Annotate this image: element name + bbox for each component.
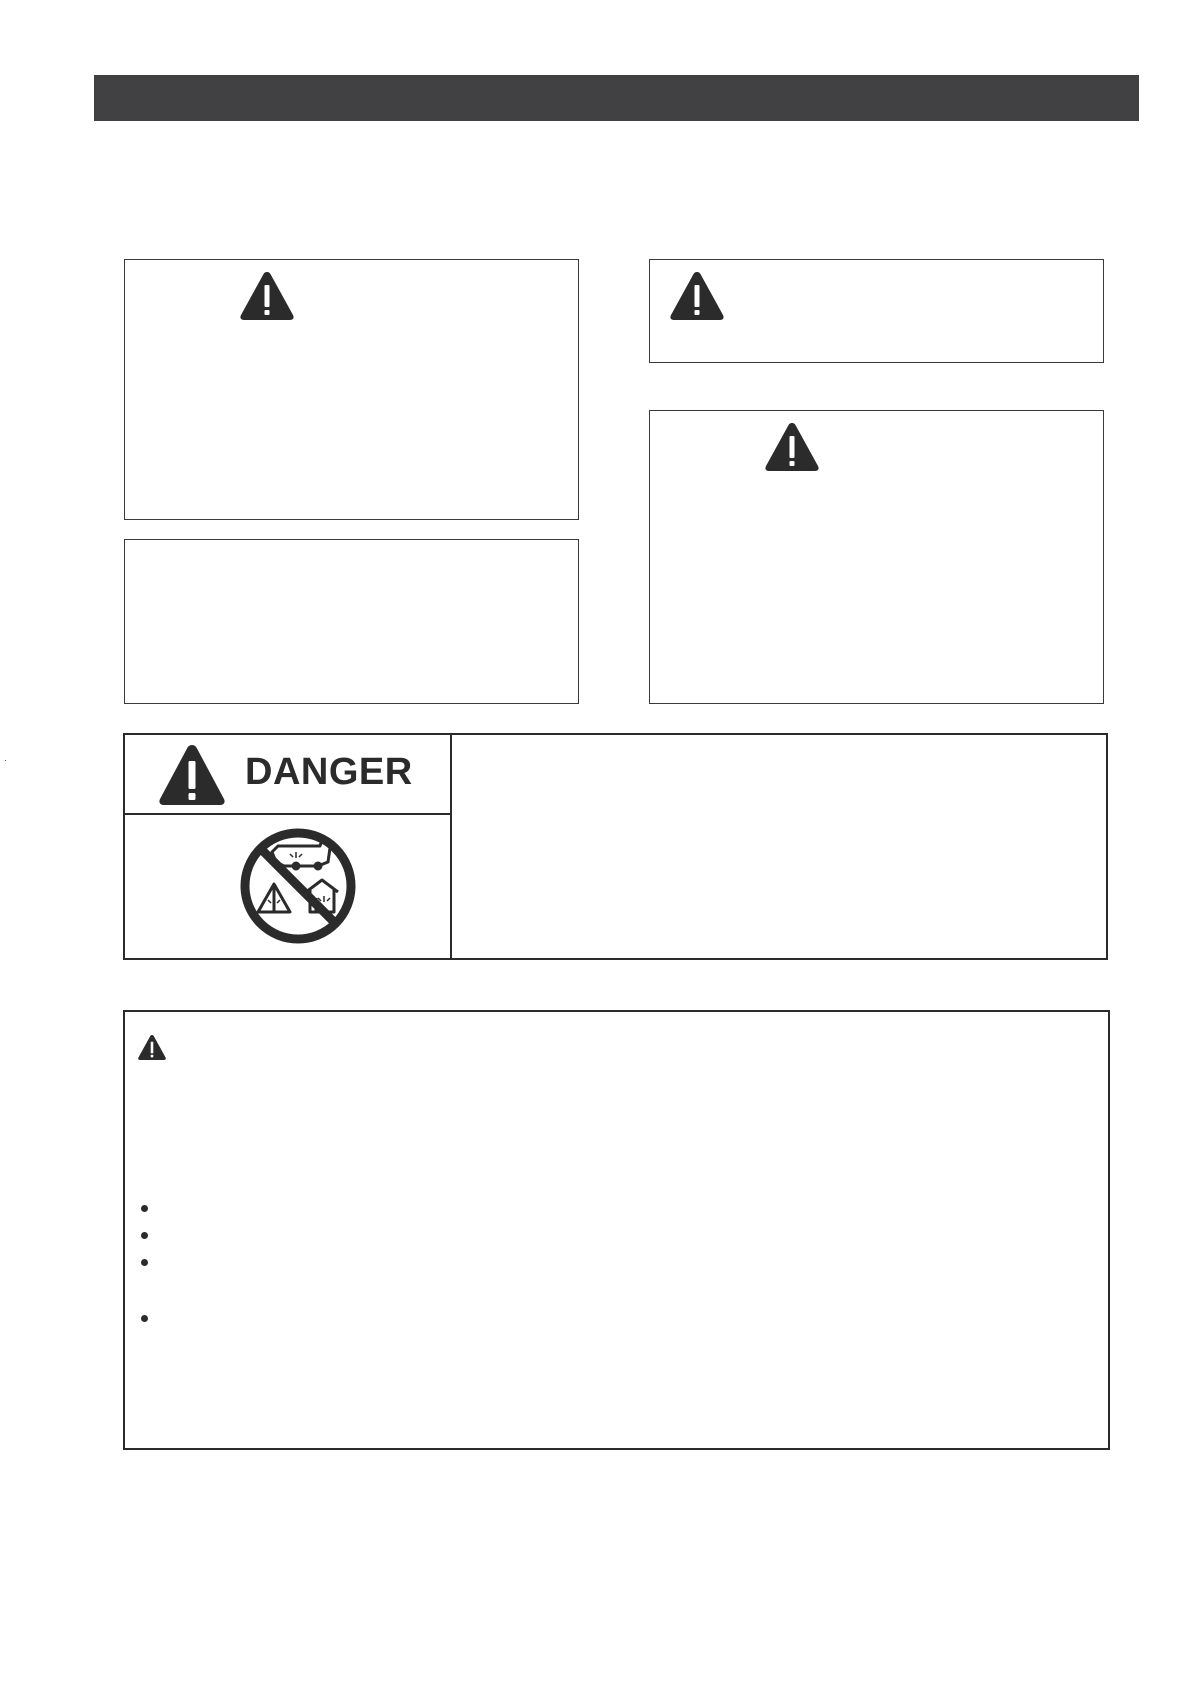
danger-panel	[123, 733, 1108, 960]
note-box-left	[124, 539, 579, 704]
bullet-dot	[141, 1259, 148, 1266]
bullet-dot	[141, 1315, 148, 1322]
header-bar	[94, 75, 1139, 121]
bullet-dot	[141, 1232, 148, 1239]
warning-box-top-left	[124, 259, 579, 520]
warning-box-top-right	[649, 259, 1104, 363]
warning-triangle-icon	[764, 421, 820, 473]
scan-speck	[5, 760, 6, 761]
bullet-dot	[141, 1205, 148, 1212]
warning-triangle-icon	[669, 270, 725, 322]
no-camping-vehicle-tent-house-icon	[238, 826, 358, 946]
warning-triangle-icon	[239, 270, 295, 322]
warning-triangle-icon	[157, 743, 227, 807]
warning-triangle-icon	[137, 1034, 167, 1061]
danger-label-row	[125, 735, 450, 815]
danger-label: DANGER	[245, 751, 413, 793]
warning-box-right	[649, 410, 1104, 704]
caution-panel	[123, 1010, 1110, 1450]
danger-label-column	[125, 735, 452, 958]
